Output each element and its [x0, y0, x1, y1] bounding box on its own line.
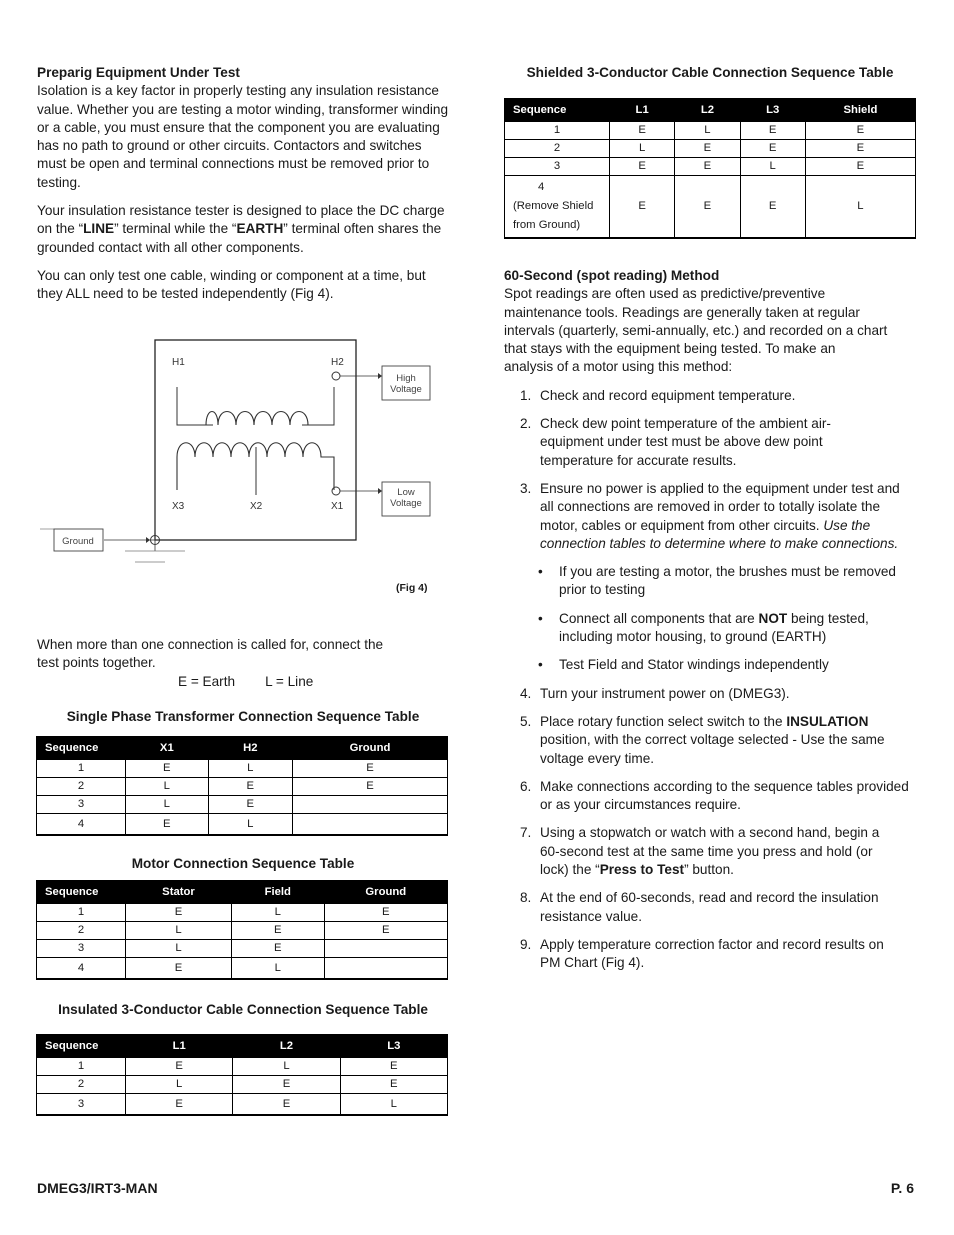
- table-row: 2 L E E: [37, 778, 448, 796]
- label-low: Low: [397, 487, 415, 498]
- legend-earth: E = Earth: [178, 673, 236, 689]
- table-row: 3 E E L: [37, 1094, 448, 1116]
- table-header: L1: [610, 99, 675, 122]
- motor-table-title: Motor Connection Sequence Table: [131, 856, 355, 871]
- connection-note: [37, 636, 449, 691]
- label-ground: Ground: [62, 536, 94, 547]
- label-voltage-high: Voltage: [390, 384, 422, 395]
- single-phase-table-title: Single Phase Transformer Connection Sequence Table: [66, 709, 420, 724]
- table-row: 3 L E: [37, 796, 448, 814]
- label-x2: X2: [250, 501, 263, 512]
- table-header: L1: [126, 1035, 233, 1058]
- table-header: Shield: [805, 99, 915, 122]
- label-h2: H2: [331, 357, 344, 368]
- list-item: 3. Ensure no power is applied to the equipment under test and all connections are removed in order to totally isolate the motor, cables or equipment from other circuits. Use the connection tables to determine where to make connections.: [520, 480, 900, 551]
- table-row: 4 E L: [37, 814, 448, 836]
- table-header: Stator: [126, 881, 232, 904]
- label-high: High: [396, 373, 416, 384]
- prep-paragraph-3: You can only test one cable, winding or component at a time, but they ALL need to be tested independently (Fig 4).: [37, 267, 426, 302]
- earth-term: EARTH: [236, 221, 284, 237]
- table-header: Sequence: [505, 99, 610, 122]
- steps-list-continued: [504, 685, 916, 973]
- list-item: 9. Apply temperature correction factor and record results on PM Chart (Fig 4).: [520, 936, 884, 971]
- table-row: 4 (Remove Shield from Ground) E E E L: [505, 176, 916, 239]
- list-item: 8. At the end of 60-seconds, read and record the insulation resistance value.: [520, 890, 879, 924]
- spot-intro: Spot readings are often used as predictive/preventive maintenance tools. Readings are generally taken at regular intervals (quarterly, semi-annually, etc.) and recorded on a chart that stays with the equipment being tested. To make an analysis of a motor using this method:: [504, 286, 888, 375]
- table-header: H2: [208, 737, 292, 760]
- table-header: Sequence: [37, 881, 126, 904]
- prep-heading: Preparig Equipment Under Test: [37, 65, 240, 80]
- spot-heading: 60-Second (spot reading) Method: [504, 268, 720, 283]
- transformer-diagram: [40, 330, 440, 570]
- label-h1: H1: [172, 357, 185, 368]
- list-item: 5. Place rotary function select switch to the INSULATION position, with the correct voltage selected - Use the same voltage every time.: [520, 713, 885, 766]
- list-item: 7. Using a stopwatch or watch with a second hand, begin a 60-second test at the same time you press and hold (or lock) the “Press to Test” button.: [520, 825, 880, 878]
- figure-caption: (Fig 4): [396, 582, 428, 594]
- spot-reading-section: [504, 267, 916, 983]
- legend-line: L = Line: [265, 673, 314, 689]
- table-header: Ground: [324, 881, 447, 904]
- table-row: 2 L E E E: [505, 140, 916, 158]
- list-item: 4. Turn your instrument power on (DMEG3).: [520, 685, 790, 701]
- table-row: 1 E L E: [37, 760, 448, 778]
- table-header: X1: [126, 737, 209, 760]
- shield-seq-cell: 4 (Remove Shield from Ground): [505, 176, 610, 239]
- table-header: Field: [231, 881, 324, 904]
- connection-note-text: When more than one connection is called for, connect the test points together.: [37, 637, 384, 671]
- table-header: Ground: [293, 737, 448, 760]
- single-phase-table: [36, 736, 448, 836]
- steps-list: [504, 387, 916, 553]
- table-header: L3: [740, 99, 805, 122]
- label-voltage-low: Voltage: [390, 498, 422, 509]
- list-item: 1. Check and record equipment temperature.: [520, 387, 796, 403]
- list-item: 6. Make connections according to the sequence tables provided or as your circumstances require.: [520, 778, 909, 813]
- prep-paragraph-2: Your insulation resistance tester is designed to place the DC charge on the “LINE” terminal while the “EARTH” terminal often shares the grounded contact with all other components.: [37, 203, 445, 255]
- footer-doc-id: DMEG3/IRT3-MAN: [37, 1180, 158, 1196]
- table-row: 4 E L: [37, 958, 448, 980]
- table-row: 2 L E E: [37, 922, 448, 940]
- bullet-list: [504, 563, 916, 674]
- table-row: 2 L E E: [37, 1076, 448, 1094]
- shielded-table-title: Shielded 3-Conductor Cable Connection Sequence Table: [526, 65, 894, 80]
- table-header: L2: [233, 1035, 340, 1058]
- label-x3: X3: [172, 501, 185, 512]
- list-item: • If you are testing a motor, the brushes must be removed prior to testing: [538, 564, 896, 598]
- footer-page-number: P. 6: [890, 1180, 914, 1196]
- legend: [37, 673, 449, 691]
- shielded-table: [504, 98, 916, 239]
- table-row: 1 E L E: [37, 1058, 448, 1076]
- table-header: L2: [675, 99, 740, 122]
- prep-paragraph-1: Isolation is a key factor in properly testing any insulation resistance value. Whether you are testing a motor winding, transformer winding or a cable, you must ensure that the component you are evaluating has no path to ground or other circuits. Contactors and switches must be open and terminal connections must be removed prior to testing.: [37, 83, 449, 190]
- table-header: L3: [340, 1035, 447, 1058]
- table-header: Sequence: [37, 737, 126, 760]
- insulated-table-title: Insulated 3-Conductor Cable Connection Sequence Table: [58, 1002, 428, 1017]
- table-header: Sequence: [37, 1035, 126, 1058]
- table-row: 3 E E L E: [505, 158, 916, 176]
- insulated-table: [36, 1034, 448, 1116]
- list-item: • Connect all components that are NOT being tested, including motor housing, to ground (EARTH): [538, 610, 869, 645]
- line-term: LINE: [83, 221, 115, 237]
- list-item: • Test Field and Stator windings independently: [538, 657, 829, 673]
- left-column: [37, 64, 449, 304]
- table-row: 3 L E: [37, 940, 448, 958]
- motor-table: [36, 880, 448, 980]
- list-item: 2. Check dew point temperature of the ambient air-equipment under test must be above dew point temperature for accurate results.: [520, 416, 831, 468]
- table-row: 1 E L E E: [505, 122, 916, 140]
- label-x1: X1: [331, 501, 344, 512]
- table-row: 1 E L E: [37, 904, 448, 922]
